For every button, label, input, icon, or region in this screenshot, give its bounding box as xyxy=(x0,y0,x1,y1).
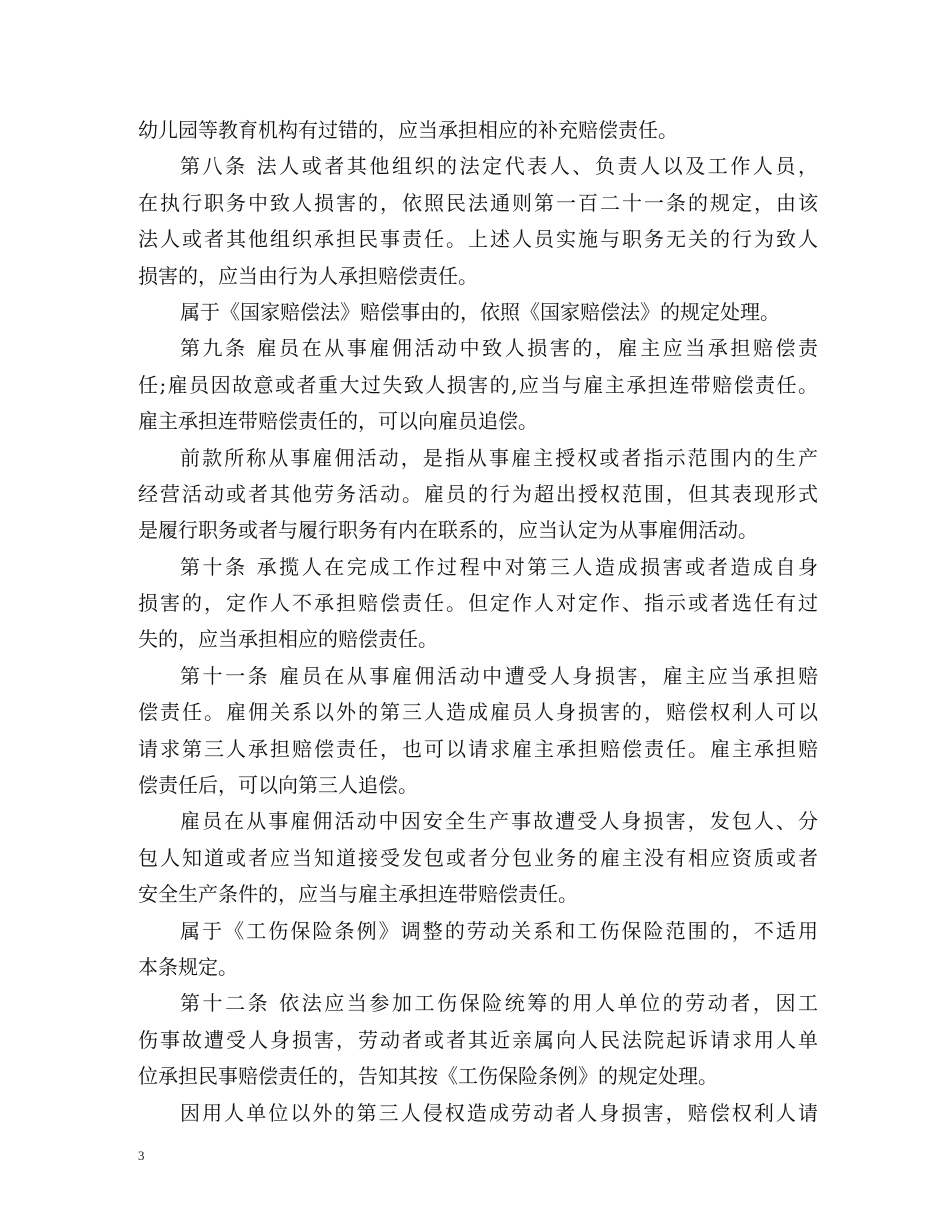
text-line: 任;雇员因故意或者重大过失致人损害的,应当与雇主承担连带赔偿责任。 xyxy=(138,372,818,397)
text-line: 伤事故遭受人身损害，劳动者或者其近亲属向人民法院起诉请求用人单 xyxy=(138,1027,818,1052)
document-body xyxy=(138,112,818,1131)
text-line: 属于《工伤保险条例》调整的劳动关系和工伤保险范围的，不适用 xyxy=(180,918,818,943)
text-line: 雇主承担连带赔偿责任的，可以向雇员追偿。 xyxy=(138,409,538,434)
text-line: 位承担民事赔偿责任的，告知其按《工伤保险条例》的规定处理。 xyxy=(138,1064,718,1089)
text-line: 因用人单位以外的第三人侵权造成劳动者人身损害，赔偿权利人请 xyxy=(180,1100,818,1125)
text-line: 法人或者其他组织承担民事责任。上述人员实施与职务无关的行为致人 xyxy=(138,227,818,252)
text-line: 损害的，定作人不承担赔偿责任。但定作人对定作、指示或者选任有过 xyxy=(138,591,818,616)
text-line: 偿责任。雇佣关系以外的第三人造成雇员人身损害的，赔偿权利人可以 xyxy=(138,700,818,725)
text-line: 第十二条 依法应当参加工伤保险统筹的用人单位的劳动者，因工 xyxy=(180,991,818,1016)
text-line: 第八条 法人或者其他组织的法定代表人、负责人以及工作人员， xyxy=(180,154,818,179)
text-line: 包人知道或者应当知道接受发包或者分包业务的雇主没有相应资质或者 xyxy=(138,845,818,870)
text-line: 失的，应当承担相应的赔偿责任。 xyxy=(138,627,438,652)
text-line: 属于《国家赔偿法》赔偿事由的，依照《国家赔偿法》的规定处理。 xyxy=(180,299,780,324)
text-line: 幼儿园等教育机构有过错的，应当承担相应的补充赔偿责任。 xyxy=(138,118,678,142)
text-line: 第十条 承揽人在完成工作过程中对第三人造成损害或者造成自身 xyxy=(180,554,818,579)
text-line: 前款所称从事雇佣活动，是指从事雇主授权或者指示范围内的生产 xyxy=(180,445,818,470)
text-line: 经营活动或者其他劳务活动。雇员的行为超出授权范围，但其表现形式 xyxy=(138,481,818,506)
text-line: 在执行职务中致人损害的，依照民法通则第一百二十一条的规定，由该 xyxy=(138,190,818,215)
text-line: 第十一条 雇员在从事雇佣活动中遭受人身损害，雇主应当承担赔 xyxy=(180,663,818,688)
text-line: 损害的，应当由行为人承担赔偿责任。 xyxy=(138,263,478,288)
text-line: 请求第三人承担赔偿责任，也可以请求雇主承担赔偿责任。雇主承担赔 xyxy=(138,736,818,761)
text-line: 雇员在从事雇佣活动中因安全生产事故遭受人身损害，发包人、分 xyxy=(180,809,818,834)
text-line: 偿责任后，可以向第三人追偿。 xyxy=(138,773,418,798)
text-line: 本条规定。 xyxy=(138,954,238,979)
text-line: 第九条 雇员在从事雇佣活动中致人损害的，雇主应当承担赔偿责 xyxy=(180,336,818,361)
page-number: 3 xyxy=(138,1148,145,1163)
text-line: 安全生产条件的，应当与雇主承担连带赔偿责任。 xyxy=(138,882,578,907)
text-line: 是履行职务或者与履行职务有内在联系的，应当认定为从事雇佣活动。 xyxy=(138,518,758,543)
